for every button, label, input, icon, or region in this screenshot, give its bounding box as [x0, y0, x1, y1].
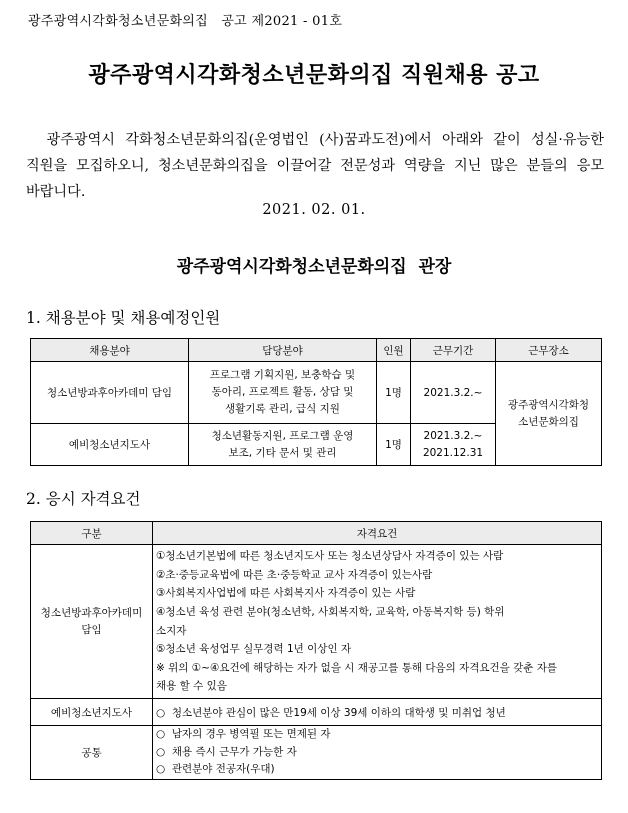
qualification-table: [30, 521, 602, 780]
notice-number: 공고 제2021 - 01호: [221, 14, 343, 29]
header-cell: 근무기간: [411, 339, 496, 362]
section2-title: 2. 응시 자격요건: [26, 490, 141, 508]
requirement-line: ○ 채용 즉시 근무가 가능한 자: [156, 745, 297, 758]
requirement-line: ①청소년기본법에 따른 청소년지도사 또는 청소년상담사 자격증이 있는 사람: [156, 550, 504, 563]
place-cell: [496, 362, 602, 466]
period-line: 2021.12.31: [422, 446, 484, 459]
category-line: 담임: [81, 623, 102, 636]
duty-line: 보조, 기타 문서 및 관리: [228, 446, 337, 459]
requirements-cell: [153, 726, 602, 780]
notice-header: [28, 10, 342, 29]
category-cell: 예비청소년지도사: [31, 699, 153, 726]
requirement-line: 채용 할 수 있음: [156, 680, 227, 693]
requirement-line: ○ 관련분야 전공자(우대): [156, 763, 275, 776]
requirements-cell: [153, 545, 602, 699]
section1-title: 1. 채용분야 및 채용예정인원: [26, 309, 221, 327]
category-cell: 공통: [31, 726, 153, 780]
director-signature: 광주광역시각화청소년문화의집 관장: [176, 257, 452, 277]
table-row: [31, 545, 602, 699]
header-cell: 자격요건: [153, 522, 602, 545]
requirements-cell: ○ 청소년분야 관심이 많은 만19세 이상 39세 이하의 대학생 및 미취업 청년: [153, 699, 602, 726]
header-cell: 담당분야: [189, 339, 377, 362]
table-row: [31, 699, 602, 726]
header-cell: 채용분야: [31, 339, 189, 362]
notice-date: 2021. 02. 01.: [262, 202, 366, 218]
recruitment-table: [30, 338, 602, 466]
requirement-line: ③사회복지사업법에 따른 사회복지사 자격증이 있는 사람: [156, 587, 416, 600]
period-cell: 2021.3.2.~: [411, 362, 496, 424]
period-line: 2021.3.2.~: [423, 429, 483, 442]
header-cell: 인원: [377, 339, 411, 362]
page-title: 광주광역시각화청소년문화의집 직원채용 공고: [88, 63, 540, 88]
table-header-row: [31, 339, 602, 362]
place-line: 소년문화의집: [518, 415, 579, 428]
category-line: 청소년방과후아카데미: [40, 606, 143, 619]
requirement-line: 소지자: [156, 624, 187, 637]
header-cell: 구분: [31, 522, 153, 545]
requirement-line: ②초·중등교육법에 따른 초·중등학교 교사 자격증이 있는사람: [156, 568, 433, 581]
field-cell: 청소년방과후아카데미 담임: [31, 362, 189, 424]
period-cell: [411, 424, 496, 466]
duties-cell: [189, 362, 377, 424]
duty-line: 동아리, 프로젝트 활동, 상담 및: [211, 386, 354, 398]
requirement-line: ○ 남자의 경우 병역필 또는 면제된 자: [156, 728, 331, 741]
header-cell: 근무장소: [496, 339, 602, 362]
intro-text: 광주광역시 각화청소년문화의집(운영법인 (사)꿈과도전)에서 아래와 같이 성실·유능한 직원을 모집하오니, 청소년문화의집을 이끌어갈 전문성과 역량을 지닌 많은 분들의 응모 바랍니다.: [26, 132, 604, 200]
duty-line: 프로그램 기획지원, 보충학습 및: [209, 369, 356, 381]
table-header-row: [31, 522, 602, 545]
duty-line: 생활기록 관리, 급식 지원: [225, 403, 340, 415]
count-cell: 1명: [377, 424, 411, 466]
requirement-line: ④청소년 육성 관련 분야(청소년학, 사회복지학, 교육학, 아동복지학 등) 학위: [156, 605, 505, 618]
header-organization: 광주광역시각화청소년문화의집: [28, 14, 209, 29]
table-row: [31, 362, 602, 424]
category-cell: [31, 545, 153, 699]
count-cell: 1명: [377, 362, 411, 424]
requirement-line: ⑤청소년 육성업무 실무경력 1년 이상인 자: [156, 643, 352, 656]
duty-line: 청소년활동지원, 프로그램 운영: [211, 429, 354, 442]
duties-cell: [189, 424, 377, 466]
requirement-line: ※ 위의 ①~④요건에 해당하는 자가 없을 시 재공고를 통해 다음의 자격요건을 갖춘 자를: [156, 661, 558, 674]
table-row: [31, 726, 602, 780]
field-cell: 예비청소년지도사: [31, 424, 189, 466]
intro-paragraph: [26, 127, 604, 205]
place-line: 광주광역시각화청: [507, 398, 590, 411]
